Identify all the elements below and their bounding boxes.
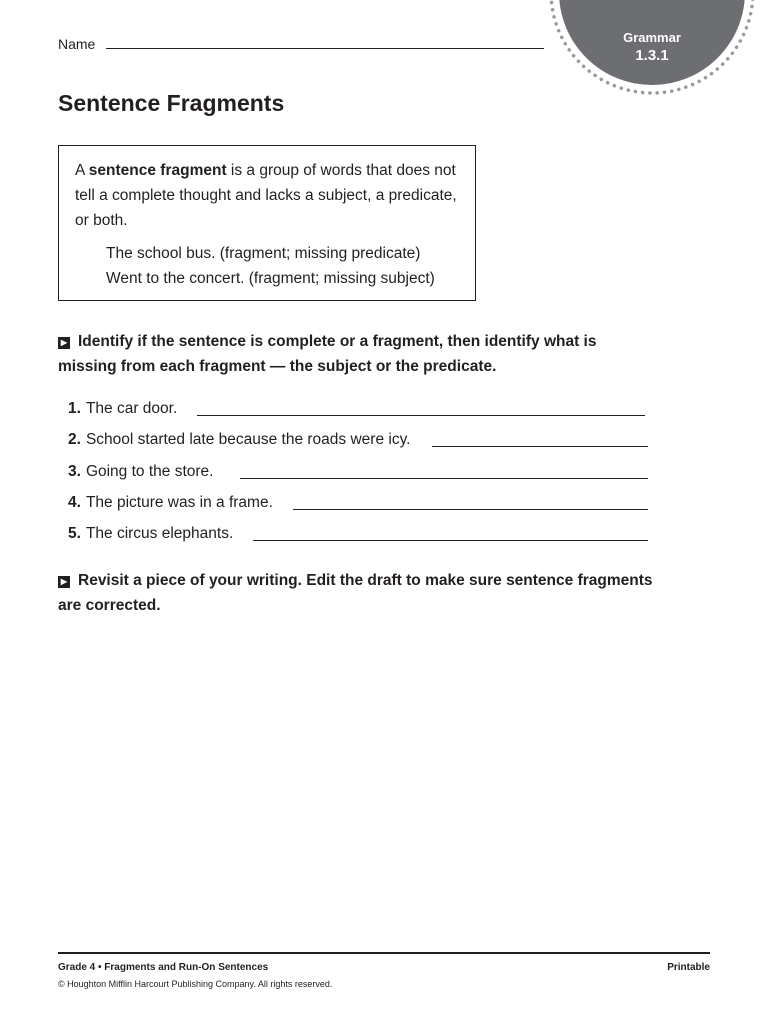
- definition-box: [58, 145, 476, 301]
- item-text: School started late because the roads were icy.: [85, 431, 411, 448]
- example-2: Went to the concert. (fragment; missing subject): [106, 270, 435, 287]
- definition-term: sentence fragment: [88, 162, 227, 179]
- example-1: The school bus. (fragment; missing predicate): [106, 245, 421, 262]
- answer-line-5[interactable]: [253, 540, 648, 541]
- item-text: The circus elephants.: [85, 525, 234, 542]
- list-item: [68, 400, 177, 422]
- item-text: The picture was in a frame.: [85, 494, 273, 511]
- badge-number: 1.3.1: [635, 47, 669, 64]
- answer-line-2[interactable]: [432, 446, 648, 447]
- answer-line-1[interactable]: [197, 415, 645, 416]
- name-label: Name: [58, 36, 96, 52]
- definition-prefix: A: [75, 162, 89, 179]
- instruction-2-text: Revisit a piece of your writing. Edit the draft to make sure sentence fragments are corrected.: [58, 572, 653, 614]
- arrow-right-icon: ▶: [58, 576, 70, 588]
- instruction-1: [58, 329, 658, 379]
- footer-divider: [58, 952, 710, 954]
- instruction-2: [58, 568, 658, 618]
- item-number: 1.: [68, 400, 81, 417]
- item-text: Going to the store.: [85, 463, 214, 480]
- page-title: Sentence Fragments: [58, 90, 285, 116]
- instruction-1-text: Identify if the sentence is complete or a fragment, then identify what is missing from each fragment — the subject or the predicate.: [58, 333, 597, 375]
- item-number: 2.: [68, 431, 81, 448]
- item-number: 5.: [68, 525, 81, 542]
- footer-printable: Printable: [667, 962, 710, 973]
- list-item: [68, 431, 410, 453]
- list-item: [68, 525, 233, 547]
- list-item: [68, 494, 273, 516]
- list-item: [68, 463, 213, 485]
- answer-line-3[interactable]: [240, 478, 648, 479]
- footer-course: Grade 4 • Fragments and Run-On Sentences: [58, 962, 269, 973]
- item-number: 3.: [68, 463, 81, 480]
- name-input-line[interactable]: [106, 48, 544, 49]
- footer-copyright: © Houghton Mifflin Harcourt Publishing Company. All rights reserved.: [58, 979, 333, 989]
- arrow-right-icon: ▶: [58, 337, 70, 349]
- answer-line-4[interactable]: [293, 509, 648, 510]
- definition-text: [75, 158, 467, 233]
- badge-label: Grammar: [623, 30, 681, 45]
- item-number: 4.: [68, 494, 81, 511]
- definition-rest: is a group of words that does not tell a complete thought and lacks a subject, a predicate, or both.: [75, 162, 457, 229]
- item-text: The car door.: [85, 400, 178, 417]
